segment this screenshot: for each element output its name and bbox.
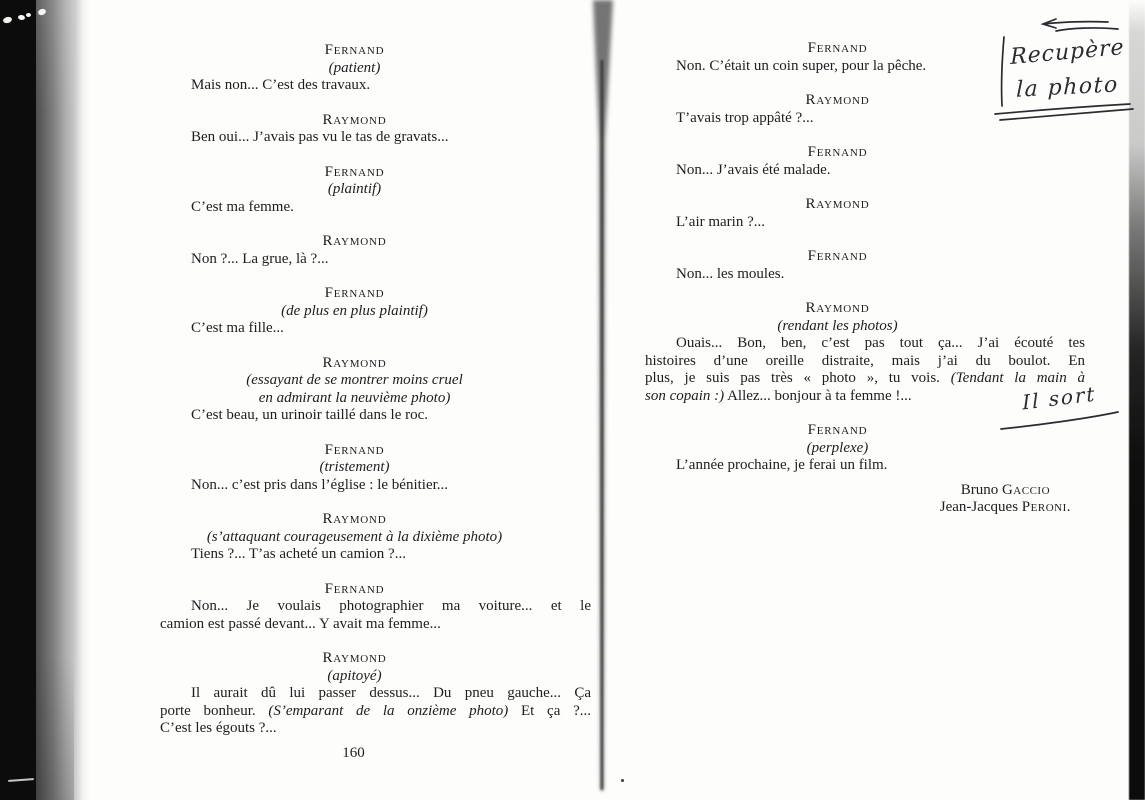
- speech-line: L’année prochaine, je ferai un film.: [676, 457, 888, 473]
- stage-direction: (de plus en plus plaintif): [281, 302, 428, 319]
- speech-paragraph: [160, 251, 591, 269]
- speech-paragraph: [160, 199, 591, 217]
- speaker-name: Fernand: [807, 144, 868, 160]
- handwritten-note-la-photo: la photo: [1015, 72, 1119, 103]
- dialogue-block: [645, 300, 1085, 405]
- dialogue-block: [160, 650, 591, 738]
- stage-direction: (patient): [328, 59, 381, 76]
- speech-line: son copain :) Allez... bonjour à ta femme !...: [645, 387, 912, 404]
- speaker-name: Fernand: [807, 422, 868, 438]
- authors-signature: [645, 482, 1085, 517]
- speech-paragraph: [645, 110, 1085, 128]
- stage-direction: en admirant la neuvième photo): [258, 389, 451, 406]
- speaker-name: Raymond: [322, 233, 387, 249]
- speech-line: C’est beau, un urinoir taillé dans le roc.: [191, 407, 429, 423]
- scan-speck: [26, 13, 31, 17]
- speaker-name: Fernand: [324, 285, 385, 301]
- scan-edge-black-strip: [0, 0, 36, 800]
- speaker-name: Raymond: [805, 300, 870, 316]
- dialogue-block: [160, 511, 591, 564]
- speech-line: Tiens ?... T’as acheté un camion ?...: [191, 546, 406, 562]
- speech-paragraph: [160, 77, 591, 95]
- speech-line: plus, je suis pas très « photo », tu vois. (Tendant la main à: [645, 370, 1086, 386]
- speech-line: camion est passé devant... Y avait ma femme...: [160, 615, 441, 632]
- scan-dot: [621, 779, 624, 782]
- dialogue-block: [160, 164, 591, 217]
- speech-line: Mais non... C’est des travaux.: [191, 77, 371, 93]
- speech-line: Non ?... La grue, là ?...: [191, 250, 329, 267]
- left-dialogue-blocks: [160, 42, 591, 738]
- speaker-name: Raymond: [322, 354, 387, 371]
- speech-line: C’est ma femme.: [191, 198, 294, 215]
- speech-paragraph: [160, 598, 591, 633]
- speech-line: histoires d’une oreille distraite, mais j’ai du boulot. En: [645, 352, 1085, 369]
- arrow-left-stroke: [1044, 22, 1108, 24]
- speech-paragraph: [645, 162, 1085, 180]
- speaker-name: Fernand: [807, 248, 868, 264]
- page-number: 160: [342, 745, 365, 761]
- author-line: Bruno Gaccio: [960, 481, 1051, 498]
- dialogue-block: [160, 233, 591, 268]
- speaker-name: Raymond: [322, 511, 387, 527]
- speech-paragraph: [160, 546, 591, 564]
- dialogue-block: [160, 112, 591, 147]
- speaker-name: Fernand: [324, 441, 385, 458]
- arrow-left-head: [1043, 19, 1056, 28]
- stage-direction: (apitoyé): [327, 667, 382, 684]
- speaker-name: Fernand: [324, 163, 385, 180]
- scan-edge-fade: [74, 0, 90, 800]
- dialogue-block: [645, 248, 1085, 283]
- dialogue-block: [160, 42, 591, 95]
- dialogue-block: [645, 422, 1085, 475]
- speech-paragraph: [645, 214, 1085, 232]
- dialogue-block: [160, 442, 591, 495]
- speech-paragraph: [160, 129, 591, 147]
- page-gutter-shadow: [593, 0, 613, 790]
- speech-line: Non... J’avais été malade.: [676, 161, 831, 178]
- right-dialogue-blocks: [645, 40, 1085, 475]
- stage-direction: (essayant de se montrer moins cruel: [246, 372, 463, 388]
- speech-line: C’est les égouts ?...: [160, 720, 277, 736]
- speaker-name: Raymond: [322, 650, 387, 666]
- author-surname: Peroni.: [1021, 499, 1071, 515]
- speaker-name: Raymond: [322, 111, 387, 128]
- speech-line: porte bonheur. (S’emparant de la onzième photo) Et ça ?...: [160, 702, 591, 719]
- dialogue-block: [160, 581, 591, 634]
- speech-line: C’est ma fille...: [191, 320, 284, 336]
- stage-direction: (rendant les photos): [777, 317, 898, 334]
- speaker-name: Fernand: [807, 40, 868, 56]
- speech-paragraph: [645, 335, 1085, 405]
- dialogue-block: [160, 355, 591, 425]
- speech-line: L’air marin ?...: [676, 213, 765, 230]
- speech-paragraph: [160, 407, 591, 425]
- author-line: Jean-Jacques Peroni.: [939, 499, 1071, 515]
- arrow-left-stroke2: [1056, 28, 1118, 31]
- stage-direction: (s’attaquant courageusement à la dixième photo): [206, 528, 503, 545]
- dialogue-block: [645, 196, 1085, 231]
- speech-paragraph: [160, 320, 591, 338]
- speech-paragraph: [160, 685, 591, 738]
- dialogue-block: [160, 285, 591, 338]
- left-page-text-column: [160, 42, 591, 755]
- speaker-name: Fernand: [324, 580, 385, 597]
- stage-direction: (plaintif): [327, 181, 382, 197]
- speech-line: Non... c’est pris dans l’église : le bénitier...: [191, 476, 449, 493]
- speech-paragraph: [160, 477, 591, 495]
- speech-line: Il aurait dû lui passer dessus... Du pneu gauche... Ça: [191, 685, 591, 701]
- speech-line: Non. C’était un coin super, pour la pêche.: [676, 57, 927, 74]
- speech-paragraph: [645, 457, 1085, 475]
- author-surname: Gaccio: [1001, 481, 1051, 498]
- handwritten-note-recupere: Recupère: [1009, 34, 1125, 71]
- speaker-name: Raymond: [805, 92, 870, 108]
- stage-direction: (perplexe): [806, 439, 869, 456]
- dialogue-block: [645, 144, 1085, 179]
- speech-line: T’avais trop appâté ?...: [676, 109, 814, 126]
- speaker-name: Raymond: [805, 196, 870, 212]
- handwritten-note-il-sort: Il sort: [1021, 381, 1097, 415]
- speech-line: Ouais... Bon, ben, c’est pas tout ça... J’ai écouté tes: [676, 335, 1085, 351]
- speaker-name: Fernand: [324, 42, 385, 58]
- speech-line: Non... les moules.: [676, 265, 785, 282]
- stage-direction: (tristement): [319, 459, 390, 475]
- right-page-text-column: [645, 40, 1085, 517]
- scan-edge-gray-strip: [36, 0, 74, 800]
- speech-line: Non... Je voulais photographier ma voiture... et le: [191, 598, 591, 614]
- speech-line: Ben oui... J’avais pas vu le tas de gravats...: [191, 129, 449, 145]
- speech-paragraph: [645, 266, 1085, 284]
- scan-edge-right-strip: [1129, 0, 1145, 800]
